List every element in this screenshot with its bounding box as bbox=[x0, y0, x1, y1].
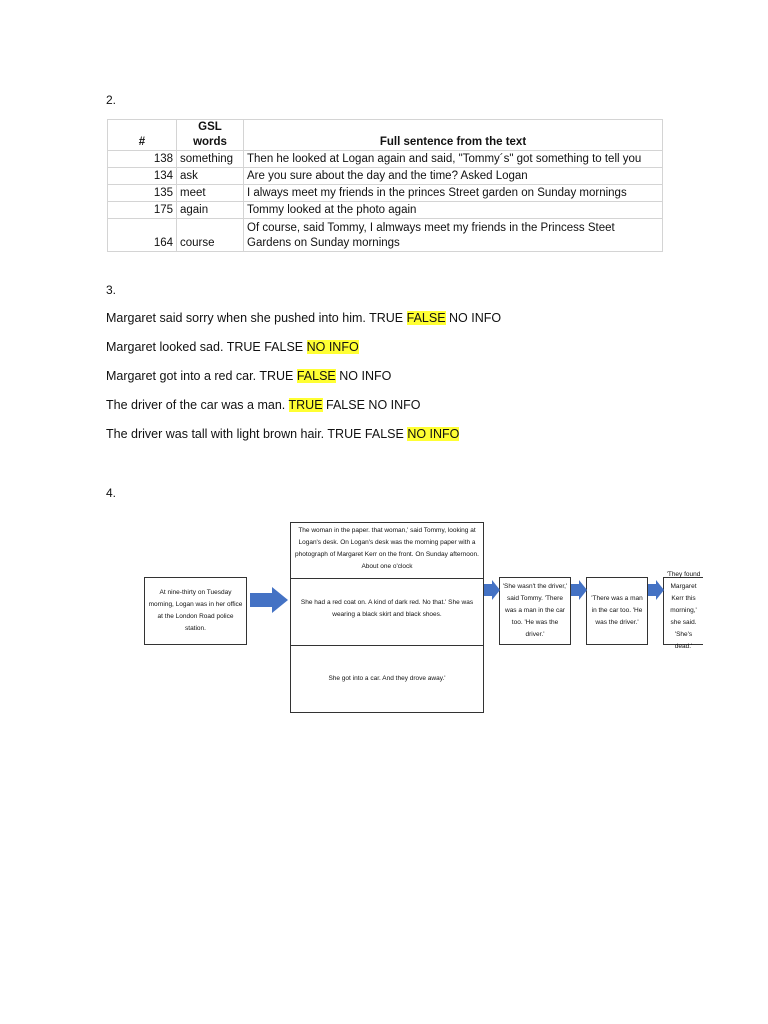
answer-option-true: TRUE bbox=[327, 427, 362, 441]
answer-option-false: FALSE bbox=[296, 369, 336, 383]
answer-option-true: TRUE bbox=[369, 311, 404, 325]
answer-option-false: FALSE bbox=[326, 398, 365, 412]
answer-option-true: TRUE bbox=[259, 369, 294, 383]
true-false-item bbox=[106, 340, 359, 354]
row-number: 164 bbox=[108, 219, 177, 252]
row-sentence: Then he looked at Logan again and said, "Tommy´s" got something to tell you bbox=[244, 151, 663, 168]
answer-option-no-info: NO INFO bbox=[449, 311, 502, 325]
row-number: 134 bbox=[108, 168, 177, 185]
row-word: ask bbox=[177, 168, 244, 185]
table-row bbox=[108, 202, 663, 219]
flow-box-found-dead: 'They found Margaret Kerr this morning,' she said. 'She's dead.' bbox=[663, 577, 703, 645]
header-gsl-words: GSL words bbox=[177, 120, 244, 151]
table-row bbox=[108, 168, 663, 185]
section-4-number: 4. bbox=[106, 486, 117, 500]
row-word: again bbox=[177, 202, 244, 219]
flow-box-man-driver: 'There was a man in the car too. 'He was the driver.' bbox=[586, 577, 648, 645]
statement-text: Margaret got into a red car. bbox=[106, 369, 260, 383]
table-row bbox=[108, 185, 663, 202]
row-sentence: Are you sure about the day and the time? Asked Logan bbox=[244, 168, 663, 185]
flow-arrow-3 bbox=[571, 580, 587, 600]
row-number: 135 bbox=[108, 185, 177, 202]
row-sentence: Tommy looked at the photo again bbox=[244, 202, 663, 219]
true-false-item bbox=[106, 311, 501, 325]
answer-option-no-info: NO INFO bbox=[407, 427, 460, 441]
answer-option-true: TRUE bbox=[288, 398, 323, 412]
true-false-item bbox=[106, 398, 421, 412]
flow-arrow-2 bbox=[484, 580, 500, 600]
flow-arrow-4 bbox=[648, 580, 664, 600]
answer-option-no-info: NO INFO bbox=[368, 398, 421, 412]
answer-option-no-info: NO INFO bbox=[339, 369, 392, 383]
statement-text: The driver was tall with light brown hair. bbox=[106, 427, 328, 441]
table-row bbox=[108, 151, 663, 168]
row-number: 138 bbox=[108, 151, 177, 168]
flow-arrow-1 bbox=[250, 587, 288, 613]
header-full-sentence: Full sentence from the text bbox=[244, 120, 663, 151]
answer-option-true: TRUE bbox=[226, 340, 261, 354]
flow-box-red-coat: She had a red coat on. A kind of dark red. No that.' She was wearing a black skirt and black shoes. bbox=[290, 578, 484, 646]
answer-option-false: FALSE bbox=[406, 311, 446, 325]
section-3-number: 3. bbox=[106, 283, 117, 297]
table-row bbox=[108, 219, 663, 252]
table-header-row bbox=[108, 120, 663, 151]
answer-option-no-info: NO INFO bbox=[306, 340, 359, 354]
row-word: meet bbox=[177, 185, 244, 202]
flow-box-start: At nine-thirty on Tuesday morning, Logan was in her office at the London Road police station. bbox=[144, 577, 247, 645]
row-word: course bbox=[177, 219, 244, 252]
flow-box-not-driver: 'She wasn't the driver,' said Tommy. 'There was a man in the car too. 'He was the driver.' bbox=[499, 577, 571, 645]
answer-option-false: FALSE bbox=[264, 340, 304, 354]
statement-text: The driver of the car was a man. bbox=[106, 398, 289, 412]
row-word: something bbox=[177, 151, 244, 168]
answer-option-false: FALSE bbox=[364, 427, 404, 441]
statement-text: Margaret looked sad. bbox=[106, 340, 227, 354]
true-false-item bbox=[106, 369, 391, 383]
gsl-table bbox=[107, 119, 663, 252]
statement-text: Margaret said sorry when she pushed into him. bbox=[106, 311, 370, 325]
true-false-item bbox=[106, 427, 459, 441]
row-sentence: I always meet my friends in the princes Street garden on Sunday mornings bbox=[244, 185, 663, 202]
section-2-number: 2. bbox=[106, 93, 117, 107]
row-number: 175 bbox=[108, 202, 177, 219]
flow-box-drove-away: She got into a car. And they drove away.' bbox=[290, 645, 484, 713]
header-number: # bbox=[108, 120, 177, 151]
row-sentence: Of course, said Tommy, I almways meet my friends in the Princess Steet Gardens on Sunday mornings bbox=[244, 219, 663, 252]
flow-box-paper: The woman in the paper. that woman,' said Tommy, looking at Logan's desk. On Logan's desk was the morning paper with a photograph of Margaret Kerr on the front. On Sunday afternoon. About one o'clock bbox=[290, 522, 484, 579]
